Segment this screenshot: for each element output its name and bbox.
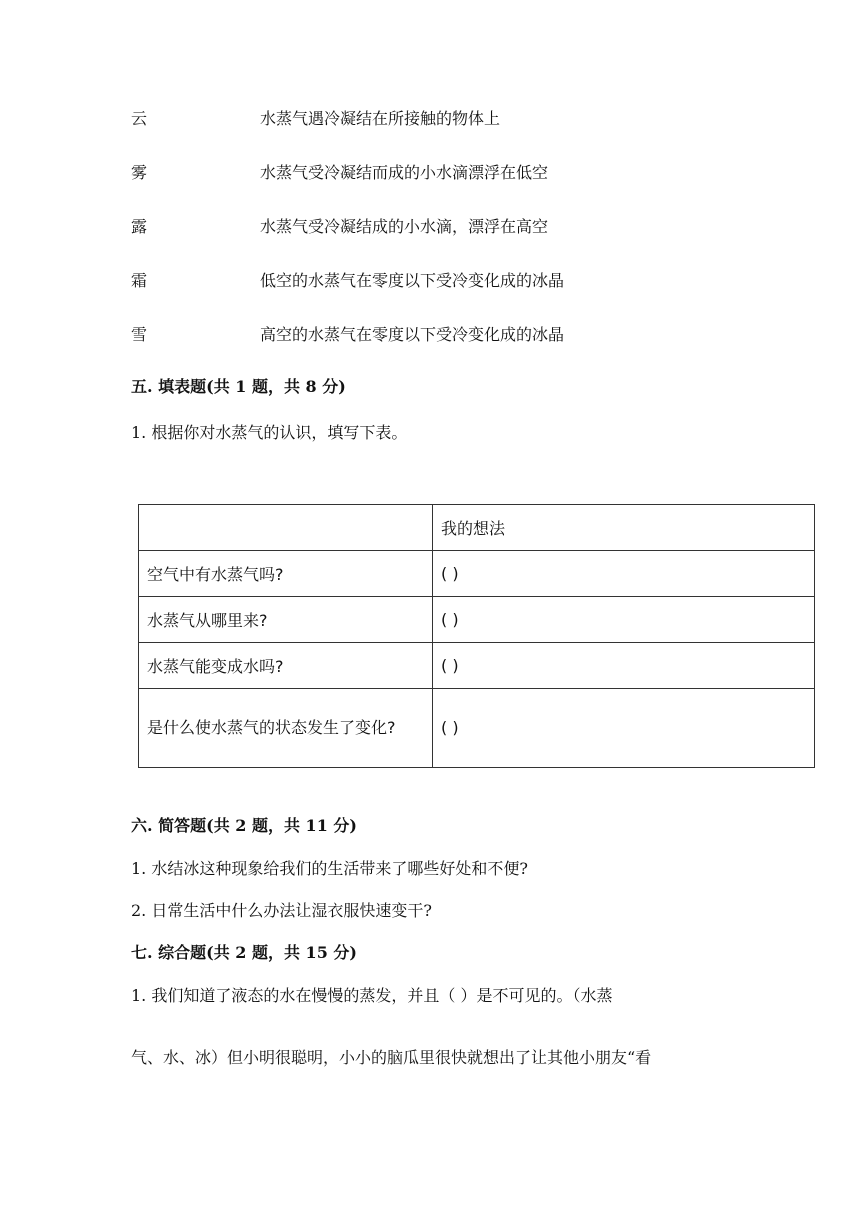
table-header-my-thoughts: 我的想法 (433, 505, 815, 551)
section-5-question-1: 1. 根据你对水蒸气的认识，填写下表。 (131, 423, 408, 442)
matching-term: 雪 (131, 325, 148, 344)
fill-in-table (138, 504, 815, 768)
table-row (139, 551, 815, 597)
section-6-title: 六. 简答题(共 2 题，共 11 分) (131, 816, 357, 835)
matching-description: 低空的水蒸气在零度以下受冷变化成的冰晶 (260, 271, 565, 290)
section-5-title: 五. 填表题(共 1 题，共 8 分) (131, 377, 346, 396)
section-6-question-1: 1. 水结冰这种现象给我们的生活带来了哪些好处和不便? (131, 859, 528, 878)
table-question-cell: 是什么使水蒸气的状态发生了变化? (139, 689, 433, 768)
matching-description: 水蒸气受冷凝结而成的小水滴漂浮在低空 (260, 163, 549, 182)
matching-term: 雾 (131, 163, 148, 182)
section-7-title: 七. 综合题(共 2 题，共 15 分) (131, 943, 357, 962)
section-7-question-1-line-1: 1. 我们知道了液态的水在慢慢的蒸发，并且（ ）是不可见的。（水蒸 (131, 986, 613, 1005)
matching-description: 水蒸气遇冷凝结在所接触的物体上 (260, 109, 501, 128)
table-answer-blank[interactable] (433, 551, 815, 597)
table-header-row (139, 505, 815, 551)
matching-description: 水蒸气受冷凝结成的小水滴，漂浮在高空 (260, 217, 549, 236)
table-answer-blank[interactable] (433, 643, 815, 689)
table-answer-blank[interactable] (433, 689, 815, 768)
table-row (139, 689, 815, 768)
matching-description: 高空的水蒸气在零度以下受冷变化成的冰晶 (260, 325, 565, 344)
section-6-question-2: 2. 日常生活中什么办法让湿衣服快速变干? (131, 901, 432, 920)
table-question-cell: 水蒸气能变成水吗? (139, 643, 433, 689)
table-question-cell: 空气中有水蒸气吗? (139, 551, 433, 597)
answer-parentheses: ( ) (441, 610, 459, 629)
table-header-empty-cell (139, 505, 433, 551)
table-answer-blank[interactable] (433, 597, 815, 643)
section-7-question-1-line-2: 气、水、冰）但小明很聪明，小小的脑瓜里很快就想出了让其他小朋友“看 (131, 1048, 652, 1067)
table-row (139, 643, 815, 689)
matching-term: 露 (131, 217, 148, 236)
table-row (139, 597, 815, 643)
answer-parentheses: ( ) (441, 718, 459, 737)
table-question-cell: 水蒸气从哪里来? (139, 597, 433, 643)
matching-term: 云 (131, 109, 148, 128)
answer-parentheses: ( ) (441, 564, 459, 583)
answer-parentheses: ( ) (441, 656, 459, 675)
matching-term: 霜 (131, 271, 148, 290)
